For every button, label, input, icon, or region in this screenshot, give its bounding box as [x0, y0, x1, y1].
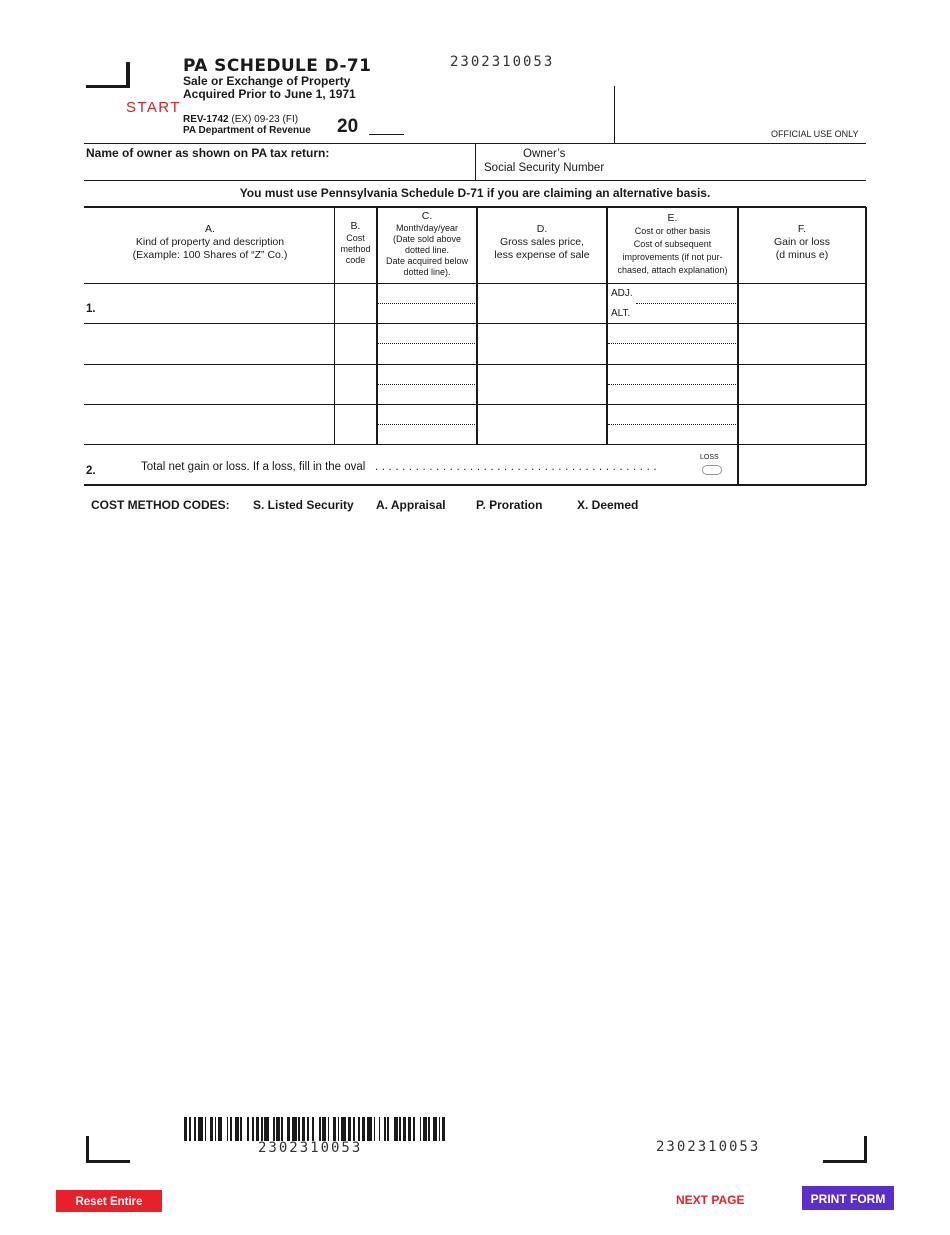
gain-loss-field[interactable] [739, 284, 865, 323]
owner-row-bottom-border [84, 180, 866, 181]
revision-info: REV-1742 (EX) 09-23 (FI) PA Department of Revenue [183, 114, 311, 136]
basis-divider [608, 384, 736, 385]
column-f-header: F. Gain or loss (d minus e) [773, 223, 831, 261]
property-description-field[interactable] [84, 365, 334, 404]
adj-label: ADJ. [611, 288, 633, 299]
print-form-button[interactable]: PRINT FORM [802, 1186, 894, 1210]
property-description-field[interactable] [84, 324, 334, 364]
tax-year-input[interactable] [369, 134, 404, 135]
total-net-gain-label: Total net gain or loss. If a loss, fill in the oval . . . . . . . . . . . . . . . . . . . . . . . . . . . . . . . . . . . . . . . . . . [141, 461, 657, 473]
form-subtitle: Sale or Exchange of Property Acquired Prior to June 1, 1971 [183, 74, 356, 101]
line-1-number: 1. [86, 303, 96, 315]
table-top-border [84, 206, 866, 208]
owner-name-label: Name of owner as shown on PA tax return: [86, 146, 330, 160]
cost-method-codes-heading: COST METHOD CODES: [91, 498, 230, 512]
basis-divider [608, 424, 736, 425]
ssn-field[interactable] [610, 145, 865, 179]
corner-mark-bottom-left [86, 1160, 130, 1163]
loss-oval[interactable] [702, 465, 722, 475]
column-a-header: A. Kind of property and description (Example: 100 Shares of “Z” Co.) [132, 223, 288, 261]
barcode-number: 2302310053 [258, 1140, 363, 1156]
date-divider [378, 303, 475, 304]
loss-label: LOSS [700, 454, 719, 461]
alternative-basis-notice: You must use Pennsylvania Schedule D-71 if you are claiming an alternative basis. [239, 186, 711, 200]
column-e-header: E. Cost or other basis Cost of subsequent improvements (if not pur- chased, attach explanation) [617, 212, 728, 275]
total-gain-loss-field[interactable] [739, 445, 865, 484]
cost-code-a: A. Appraisal [376, 498, 446, 512]
next-page-button[interactable]: NEXT PAGE [676, 1193, 745, 1207]
basis-divider [608, 343, 736, 344]
form-code-top: 2302310053 [450, 54, 555, 70]
date-divider [378, 384, 475, 385]
basis-divider [636, 303, 736, 304]
gain-loss-field[interactable] [739, 324, 865, 364]
table-right-border [865, 207, 867, 485]
tax-year-prefix: 20 [337, 116, 359, 137]
corner-mark-top-left [86, 85, 130, 88]
cost-code-s: S. Listed Security [253, 498, 354, 512]
corner-mark-bottom-right [864, 1136, 867, 1163]
owner-name-field[interactable] [84, 160, 474, 179]
column-c-header: C. Month/day/year (Date sold above dotted line. Date acquired below dotted line). [385, 210, 469, 277]
form-title: PA SCHEDULE D-71 [183, 56, 372, 76]
property-description-field[interactable] [84, 405, 334, 444]
property-description-field[interactable] [84, 284, 334, 323]
official-use-label: OFFICIAL USE ONLY [771, 129, 859, 139]
gain-loss-field[interactable] [739, 365, 865, 404]
line-2-number: 2. [86, 465, 96, 477]
owner-ssn-divider [475, 143, 476, 180]
date-divider [378, 343, 475, 344]
cost-code-p: P. Proration [476, 498, 543, 512]
reset-form-button[interactable]: Reset Entire Form [56, 1190, 162, 1212]
column-d-header: D. Gross sales price, less expense of sale [494, 223, 590, 261]
corner-mark-bottom-left [86, 1136, 89, 1163]
form-code-bottom: 2302310053 [656, 1139, 761, 1155]
barcode [184, 1117, 448, 1141]
column-b-header: B. Cost method code [340, 220, 371, 265]
official-use-divider [614, 86, 615, 143]
gain-loss-field[interactable] [739, 405, 865, 444]
ssn-label: Owner’s Social Security Number [484, 148, 605, 174]
barcode-bar [445, 1117, 447, 1141]
start-label: START [126, 99, 181, 116]
corner-mark-bottom-right [823, 1160, 867, 1163]
date-divider [378, 424, 475, 425]
alt-label: ALT. [611, 308, 631, 319]
table-bottom-border [84, 484, 866, 486]
cost-code-x: X. Deemed [577, 498, 639, 512]
